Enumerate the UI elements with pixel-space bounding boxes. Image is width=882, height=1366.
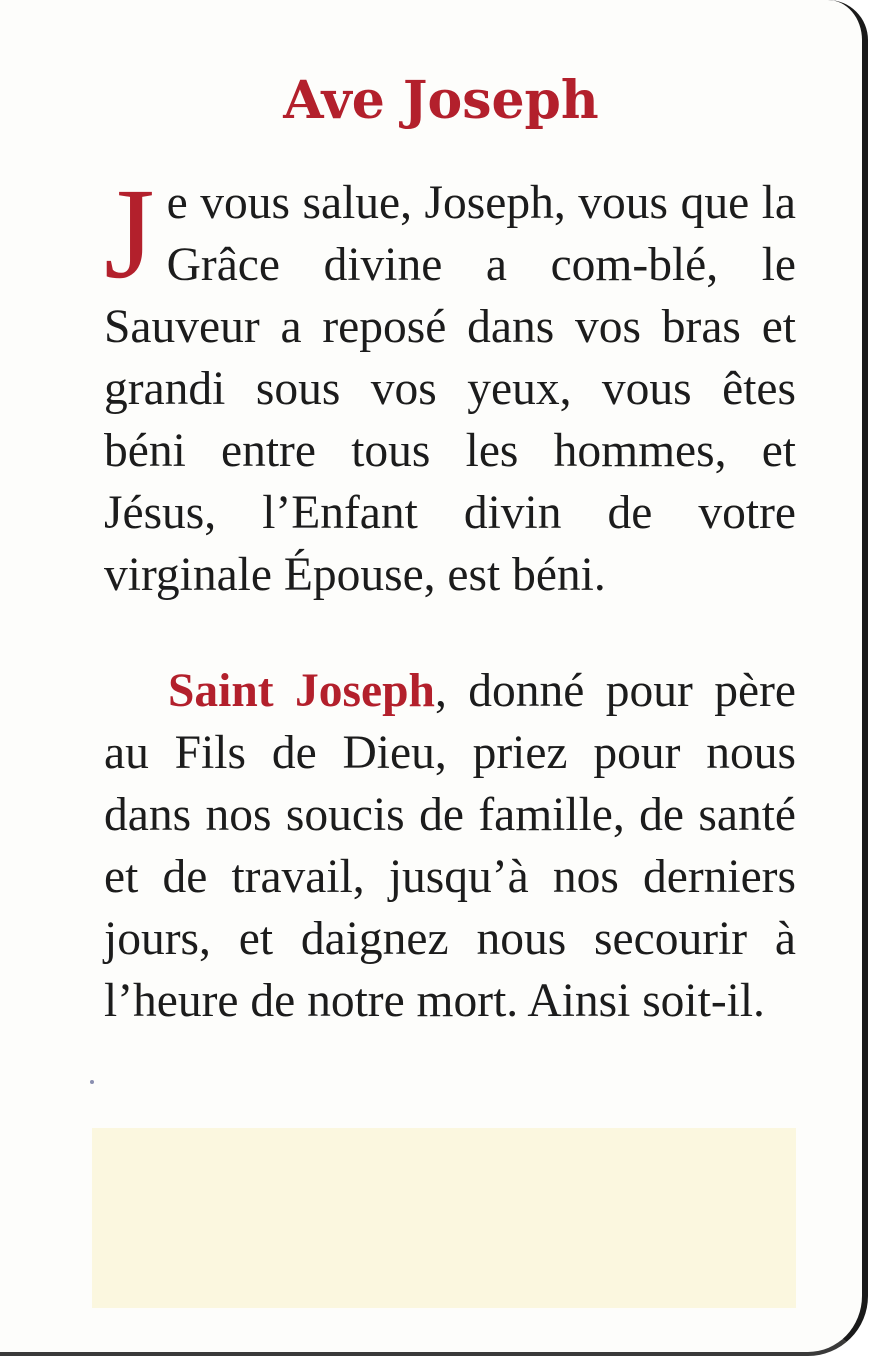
paragraph-1-text: e vous salue, Joseph, vous que la Grâce divine a com-blé, le Sauveur a reposé dans vos bras et grandi sous vos yeux, vous êtes béni entre tous les hommes, et Jésus, l’Enfant divin de votre virginale Épouse, est béni. — [104, 177, 796, 601]
prayer-paragraph-2 — [104, 660, 796, 1032]
paragraph-2-text: , donné pour père au Fils de Dieu, priez pour nous dans nos soucis de famille, de santé et de travail, jusqu’à nos derniers jours, et daignez nous secourir à l’heure de notre mort. Ainsi soit-il. — [104, 665, 796, 1027]
drop-cap: J — [104, 162, 155, 306]
prayer-title: Ave Joseph — [283, 70, 599, 131]
saint-joseph-highlight: Saint Joseph — [168, 665, 435, 717]
prayer-paragraph-1 — [104, 162, 796, 606]
blank-stamp-area — [92, 1128, 796, 1308]
ink-speck — [90, 1080, 94, 1084]
